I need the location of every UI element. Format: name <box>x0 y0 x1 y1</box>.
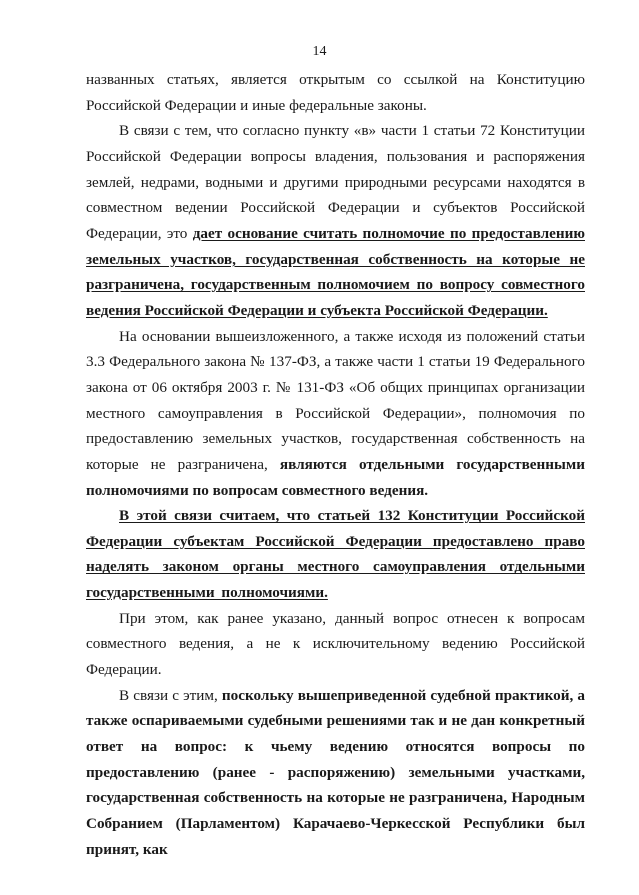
paragraph-joint-jurisdiction <box>86 118 585 323</box>
emphasized-conclusion: В этой связи считаем, что статьей 132 Конституции Российской Федерации субъектам Российской Федерации предоставлено право наделять законом органы местного самоуправления отдельными государственными полномочиями. <box>86 507 585 602</box>
paragraph-joint-competence <box>86 606 585 683</box>
text-run: На основании вышеизложенного, а также исходя из положений статьи 3.3 Федерального закона № 137-ФЗ, а также части 1 статьи 19 Федерального закона от 06 октября 2003 г. № 131-ФЗ «Об общих принципах организации местного самоуправления в Российской Федерации», полномочия по предоставлению земельных участков, государственная собственность на которые не разграничена, <box>86 327 585 473</box>
document-body <box>86 67 585 862</box>
emphasized-conclusion: дает основание считать полномочие по предоставлению земельных участков, государственная собственность на которые не разграничена, государственным полномочием по вопросу совместного ведения Российской Федерации и субъекта Российской Федерации. <box>86 224 585 319</box>
emphasized-conclusion: являются отдельными государственными полномочиями по вопросам совместного ведения. <box>86 455 585 499</box>
text-run: При этом, как ранее указано, данный вопрос отнесен к вопросам совместного ведения, а не к исключительному ведению Российской Федерации. <box>86 609 585 679</box>
paragraph-constitution-art-132 <box>86 503 585 606</box>
emphasized-conclusion: поскольку вышеприведенной судебной практикой, а также оспариваемыми судебными решениями так и не дан конкретный ответ на вопрос: к чьему ведению относятся вопросы по предоставлению (ранее - распоряжению) земельными участками, государственная собственность на которые не разграничена, Народным Собранием (Парламентом) Карачаево-Черкесской Республики был принят, как <box>86 686 586 858</box>
text-run: В связи с этим, <box>119 686 222 704</box>
paragraph-continuation <box>86 67 585 118</box>
paragraph-legal-basis <box>86 324 585 504</box>
text-run: В связи с тем, что согласно пункту «в» части 1 статьи 72 Конституции Российской Федерации вопросы владения, пользования и распоряжения землей, недрами, водными и другими природными ресурсами находятся в совместном ведении Российской Федерации и субъектов Российской Федерации, это <box>86 122 585 242</box>
page-number: 14 <box>312 44 327 59</box>
paragraph-parliament-decision <box>86 683 585 863</box>
text-run: названных статьях, является открытым со ссылкой на Конституцию Российской Федерации и иные федеральные законы. <box>86 71 585 114</box>
